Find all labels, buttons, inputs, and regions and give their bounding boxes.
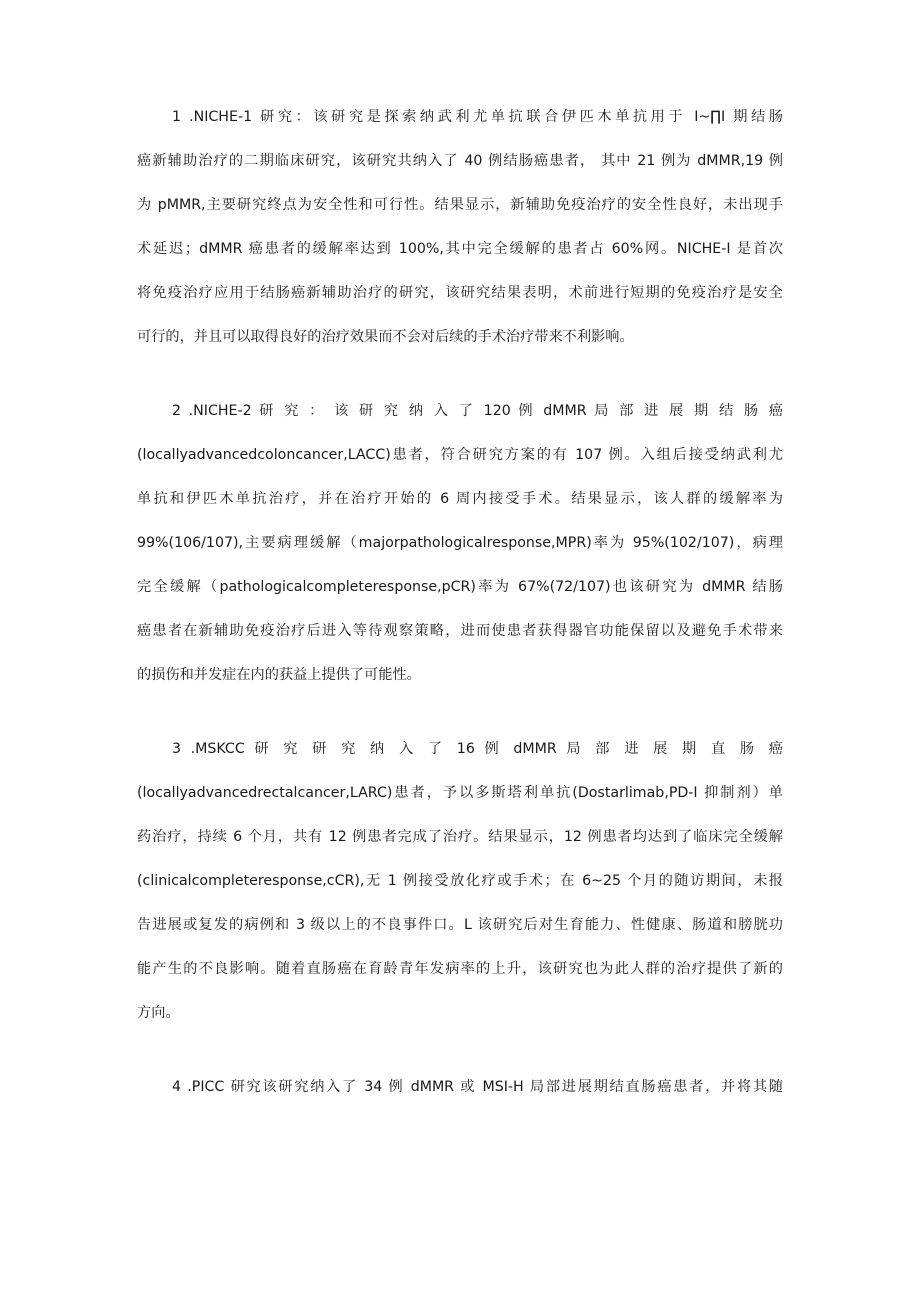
paragraph-1-line-4: 术延迟；dMMR 癌患者的缓解率达到 100%,其中完全缓解的患者占 60%网。NICHE-I 是首次 [137, 241, 783, 257]
paragraph-2-line-3: 单抗和伊匹木单抗治疗，并在治疗开始的 6 周内接受手术。结果显示，该人群的缓解率为 [137, 491, 783, 507]
paragraph-3-line-6: 能产生的不良影响。随着直肠癌在育龄青年发病率的上升，该研究也为此人群的治疗提供了新的 [137, 961, 783, 977]
paragraph-3-line-5: 告进展或复发的病例和 3 级以上的不良事件口。L 该研究后对生育能力、性健康、肠道和膀胱功 [137, 917, 783, 933]
paragraph-2-line-2: (locallyadvancedcoloncancer,LACC)患者，符合研究方案的有 107 例。入组后接受纳武利尤 [137, 447, 783, 463]
paragraph-2-line-5: 完全缓解（pathologicalcompleteresponse,pCR)率为 67%(72/107)也该研究为 dMMR 结肠 [137, 579, 783, 595]
paragraph-2-line-6: 癌患者在新辅助免疫治疗后进入等待观察策略，进而使患者获得器官功能保留以及避免手术带来 [137, 623, 783, 639]
paragraph-2-line-1: 2 .NICHE-2 研 究 ： 该 研 究 纳 入 了 120 例 dMMR 局 部 进 展 期 结 肠 癌 [172, 403, 783, 419]
paragraph-1-line-3: 为 pMMR,主要研究终点为安全性和可行性。结果显示，新辅助免疫治疗的安全性良好，未出现手 [137, 197, 783, 213]
paragraph-3-line-1: 3 .MSKCC 研 究 研 究 纳 入 了 16 例 dMMR 局 部 进 展 期 直 肠 癌 [172, 741, 783, 757]
paragraph-2-line-7: 的损伤和并发症在内的获益上提供了可能性。 [137, 667, 421, 683]
paragraph-3-line-7: 方向。 [137, 1005, 180, 1021]
paragraph-1-line-2: 癌新辅助治疗的二期临床研究，该研究共纳入了 40 例结肠癌患者， 其中 21 例为 dMMR,19 例 [137, 153, 783, 169]
paragraph-3-line-3: 药治疗，持续 6 个月，共有 12 例患者完成了治疗。结果显示，12 例患者均达到了临床完全缓解 [137, 829, 783, 845]
paragraph-1-line-6: 可行的，并且可以取得良好的治疗效果而不会对后续的手术治疗带来不利影响。 [137, 329, 634, 345]
paragraph-3-line-2: (locallyadvancedrectalcancer,LARC)患者，予以多斯塔利单抗(Dostarlimab,PD-I 抑制剂）单 [137, 785, 783, 801]
paragraph-3-line-4: (clinicalcompleteresponse,cCR),无 1 例接受放化疗或手术；在 6~25 个月的随访期间，未报 [137, 873, 783, 889]
paragraph-2-line-4: 99%(106/107),主要病理缓解（majorpathologicalresponse,MPR)率为 95%(102/107)，病理 [137, 535, 783, 551]
paragraph-4-line-1: 4 .PICC 研究该研究纳入了 34 例 dMMR 或 MSI-H 局部进展期结直肠癌患者，并将其随 [172, 1079, 783, 1095]
paragraph-1-line-5: 将免疫治疗应用于结肠癌新辅助治疗的研究，该研究结果表明，术前进行短期的免疫治疗是安全 [137, 285, 783, 301]
paragraph-1-line-1: 1 .NICHE-1 研究：该研究是探索纳武利尤单抗联合伊匹木单抗用于 I~∏I 期结肠 [172, 109, 783, 125]
